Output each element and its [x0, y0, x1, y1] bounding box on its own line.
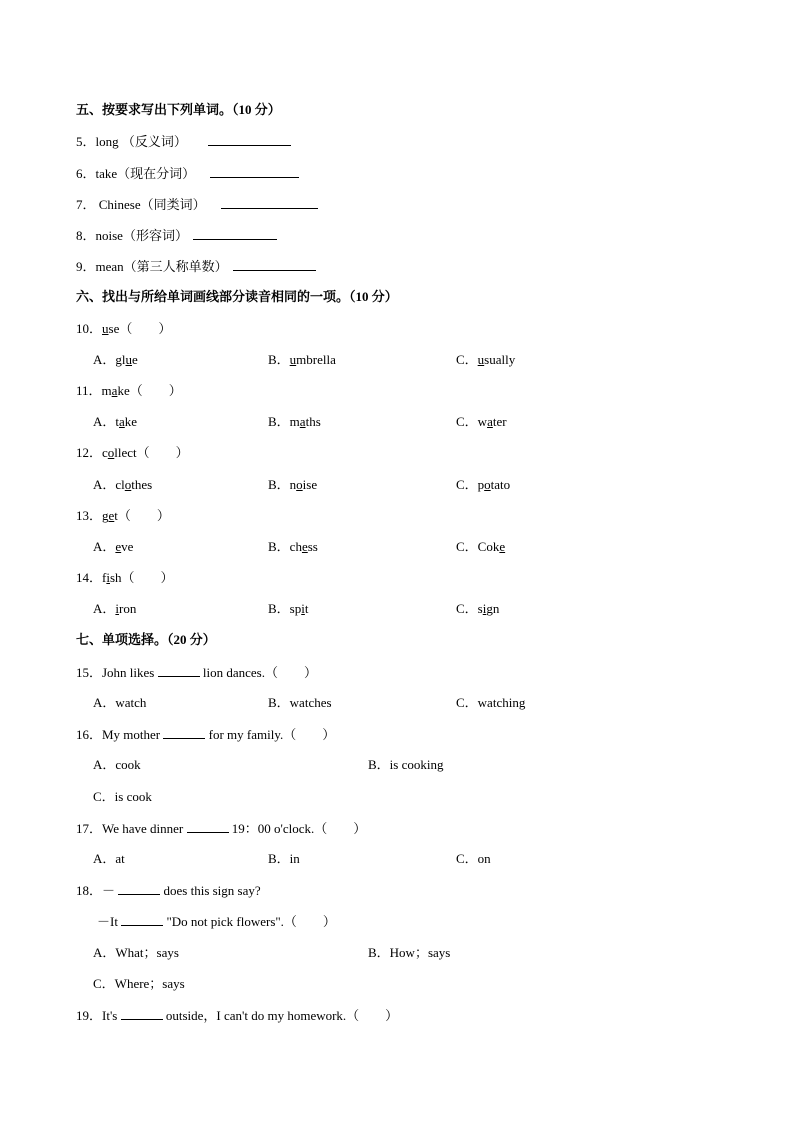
question-text: －It	[97, 914, 118, 929]
option-label: C．	[456, 352, 478, 367]
underlined-letters: e	[115, 539, 122, 554]
word-part: n	[289, 477, 297, 492]
option-label: A．	[93, 352, 116, 367]
word-part: se（ ）	[108, 321, 172, 336]
word-part: e	[132, 352, 138, 367]
question-11	[76, 383, 182, 399]
option-c[interactable]	[456, 352, 515, 368]
word-part: ch	[289, 539, 302, 554]
word-part: Cok	[477, 539, 500, 554]
option-label: C．	[456, 414, 478, 429]
answer-blank[interactable]	[158, 664, 200, 677]
option-c[interactable]	[456, 539, 505, 555]
question-number: 14．	[76, 570, 103, 585]
option-a[interactable]	[93, 414, 137, 430]
word-part: m	[101, 383, 112, 398]
option-label: B．	[268, 477, 290, 492]
option-a[interactable]	[93, 539, 133, 555]
option-b[interactable]: B．is cooking	[368, 757, 444, 772]
option-c[interactable]	[456, 477, 510, 493]
question-5-text: 5．long （反义词）	[76, 134, 187, 149]
option-a[interactable]: A．at	[93, 851, 125, 866]
option-a[interactable]: A．What；says	[93, 945, 179, 960]
word-part: gn	[486, 601, 500, 616]
word-part: m	[289, 414, 300, 429]
question-8-text: 8．noise（形容词）	[76, 228, 188, 243]
option-c[interactable]: C．is cook	[93, 789, 152, 804]
section-6-title: 六、找出与所给单词画线部分读音相同的一项。（10 分）	[76, 289, 398, 304]
underlined-letters: i	[106, 570, 110, 585]
underlined-letters: e	[499, 539, 506, 554]
option-label: B．	[268, 601, 290, 616]
word-part: cl	[115, 477, 125, 492]
word-part: p	[477, 477, 485, 492]
question-text: "Do not pick flowers".（ ）	[166, 914, 336, 929]
question-text: lion dances.（ ）	[202, 665, 317, 680]
question-15	[76, 664, 317, 681]
question-12	[76, 445, 189, 461]
option-label: A．	[93, 601, 116, 616]
word-part: t	[115, 414, 120, 429]
question-18-line-2	[97, 913, 336, 930]
question-number: 13．	[76, 508, 103, 523]
option-b[interactable]	[268, 539, 318, 555]
option-b[interactable]: B．watches	[268, 695, 332, 710]
word-part: ise	[302, 477, 318, 492]
underlined-letters: u	[102, 321, 109, 336]
answer-blank[interactable]	[121, 1007, 163, 1020]
underlined-letters: u	[289, 352, 297, 367]
option-label: B．	[268, 414, 290, 429]
answer-blank[interactable]	[121, 913, 163, 926]
question-number: 10．	[76, 321, 103, 336]
question-text: does this sign say?	[163, 883, 261, 898]
word-part: c	[102, 445, 108, 460]
option-label: C．	[456, 601, 478, 616]
answer-blank[interactable]	[210, 165, 299, 178]
question-9-text: 9．mean（第三人称单数）	[76, 259, 228, 274]
word-part: f	[102, 570, 107, 585]
option-label: B．	[268, 352, 290, 367]
answer-blank[interactable]	[208, 133, 291, 146]
option-label: C．	[456, 477, 478, 492]
word-part: ke	[124, 414, 138, 429]
underlined-letters: o	[484, 477, 491, 492]
word-part: ss	[307, 539, 318, 554]
word-part: sp	[289, 601, 302, 616]
option-c[interactable]: C．on	[456, 851, 491, 866]
question-18-line-1	[76, 882, 261, 899]
question-text: 17．We have dinner	[76, 821, 184, 836]
question-7	[76, 196, 318, 213]
option-b[interactable]	[268, 352, 336, 368]
underlined-letters: a	[299, 414, 306, 429]
word-part: sh（ ）	[109, 570, 174, 585]
option-a[interactable]	[93, 477, 152, 493]
word-part: tato	[490, 477, 511, 492]
option-label: A．	[93, 414, 116, 429]
word-part: g	[102, 508, 109, 523]
word-part: ter	[492, 414, 507, 429]
question-13	[76, 508, 170, 524]
option-label: A．	[93, 539, 116, 554]
section-5-title: 五、按要求写出下列单词。（10 分）	[76, 102, 281, 117]
underlined-letters: i	[301, 601, 305, 616]
word-part: mbrella	[296, 352, 336, 367]
option-label: C．	[456, 539, 478, 554]
underlined-letters: a	[119, 414, 125, 429]
question-9	[76, 258, 316, 275]
question-6	[76, 165, 299, 182]
option-b[interactable]: B．in	[268, 851, 300, 866]
word-part: gl	[115, 352, 126, 367]
answer-blank[interactable]	[233, 258, 316, 271]
word-part: ve	[121, 539, 134, 554]
option-c[interactable]	[456, 414, 507, 430]
underlined-letters: o	[124, 477, 132, 492]
underlined-letters: a	[111, 383, 118, 398]
question-text: outside，I can't do my homework.（ ）	[165, 1008, 399, 1023]
underlined-letters: a	[487, 414, 493, 429]
word-part: sually	[484, 352, 516, 367]
question-text: 16．My mother	[76, 727, 161, 742]
question-text: 18．－	[76, 883, 116, 898]
question-number: 12．	[76, 445, 103, 460]
option-a[interactable]	[93, 601, 136, 617]
question-7-text: 7． Chinese（同类词）	[76, 197, 206, 212]
option-a[interactable]: A．watch	[93, 695, 147, 710]
option-a[interactable]: A．cook	[93, 757, 141, 772]
word-part: t（ ）	[114, 508, 170, 523]
section-7-title: 七、单项选择。（20 分）	[76, 632, 216, 647]
question-5	[76, 133, 291, 150]
question-text: 19：00 o'clock.（ ）	[231, 821, 367, 836]
underlined-letters: o	[107, 445, 115, 460]
option-c[interactable]	[456, 601, 499, 617]
answer-blank[interactable]	[163, 726, 205, 739]
option-a[interactable]	[93, 352, 138, 368]
option-b[interactable]	[268, 414, 321, 430]
underlined-letters: u	[477, 352, 485, 367]
word-part: w	[477, 414, 488, 429]
underlined-letters: e	[108, 508, 115, 523]
option-b[interactable]: B．How；says	[368, 945, 451, 960]
question-6-text: 6．take（现在分词）	[76, 166, 196, 181]
word-part: ths	[305, 414, 321, 429]
option-b[interactable]	[268, 601, 308, 617]
word-part: t	[304, 601, 309, 616]
word-part: ke（ ）	[117, 383, 182, 398]
word-part: s	[477, 601, 483, 616]
option-b[interactable]	[268, 477, 317, 493]
question-10	[76, 321, 171, 337]
question-text: 15．John likes	[76, 665, 155, 680]
question-number: 11．	[76, 383, 102, 398]
answer-blank[interactable]	[193, 227, 277, 240]
question-16	[76, 726, 335, 743]
word-part: thes	[131, 477, 153, 492]
question-17	[76, 820, 366, 837]
question-text: 19．It's	[76, 1008, 118, 1023]
question-14	[76, 570, 174, 586]
question-19	[76, 1007, 398, 1024]
option-label: B．	[268, 539, 290, 554]
underlined-letters: o	[296, 477, 303, 492]
word-part: ron	[119, 601, 137, 616]
answer-blank[interactable]	[118, 882, 160, 895]
answer-blank[interactable]	[221, 196, 318, 209]
underlined-letters: e	[301, 539, 308, 554]
underlined-letters: i	[482, 601, 487, 616]
question-text: for my family.（ ）	[208, 727, 336, 742]
option-c[interactable]: C．watching	[456, 695, 526, 710]
word-part: llect（ ）	[114, 445, 189, 460]
underlined-letters: i	[115, 601, 120, 616]
option-c[interactable]: C．Where；says	[93, 976, 185, 991]
underlined-letters: u	[125, 352, 133, 367]
answer-blank[interactable]	[187, 820, 229, 833]
question-8	[76, 227, 277, 244]
option-label: A．	[93, 477, 116, 492]
